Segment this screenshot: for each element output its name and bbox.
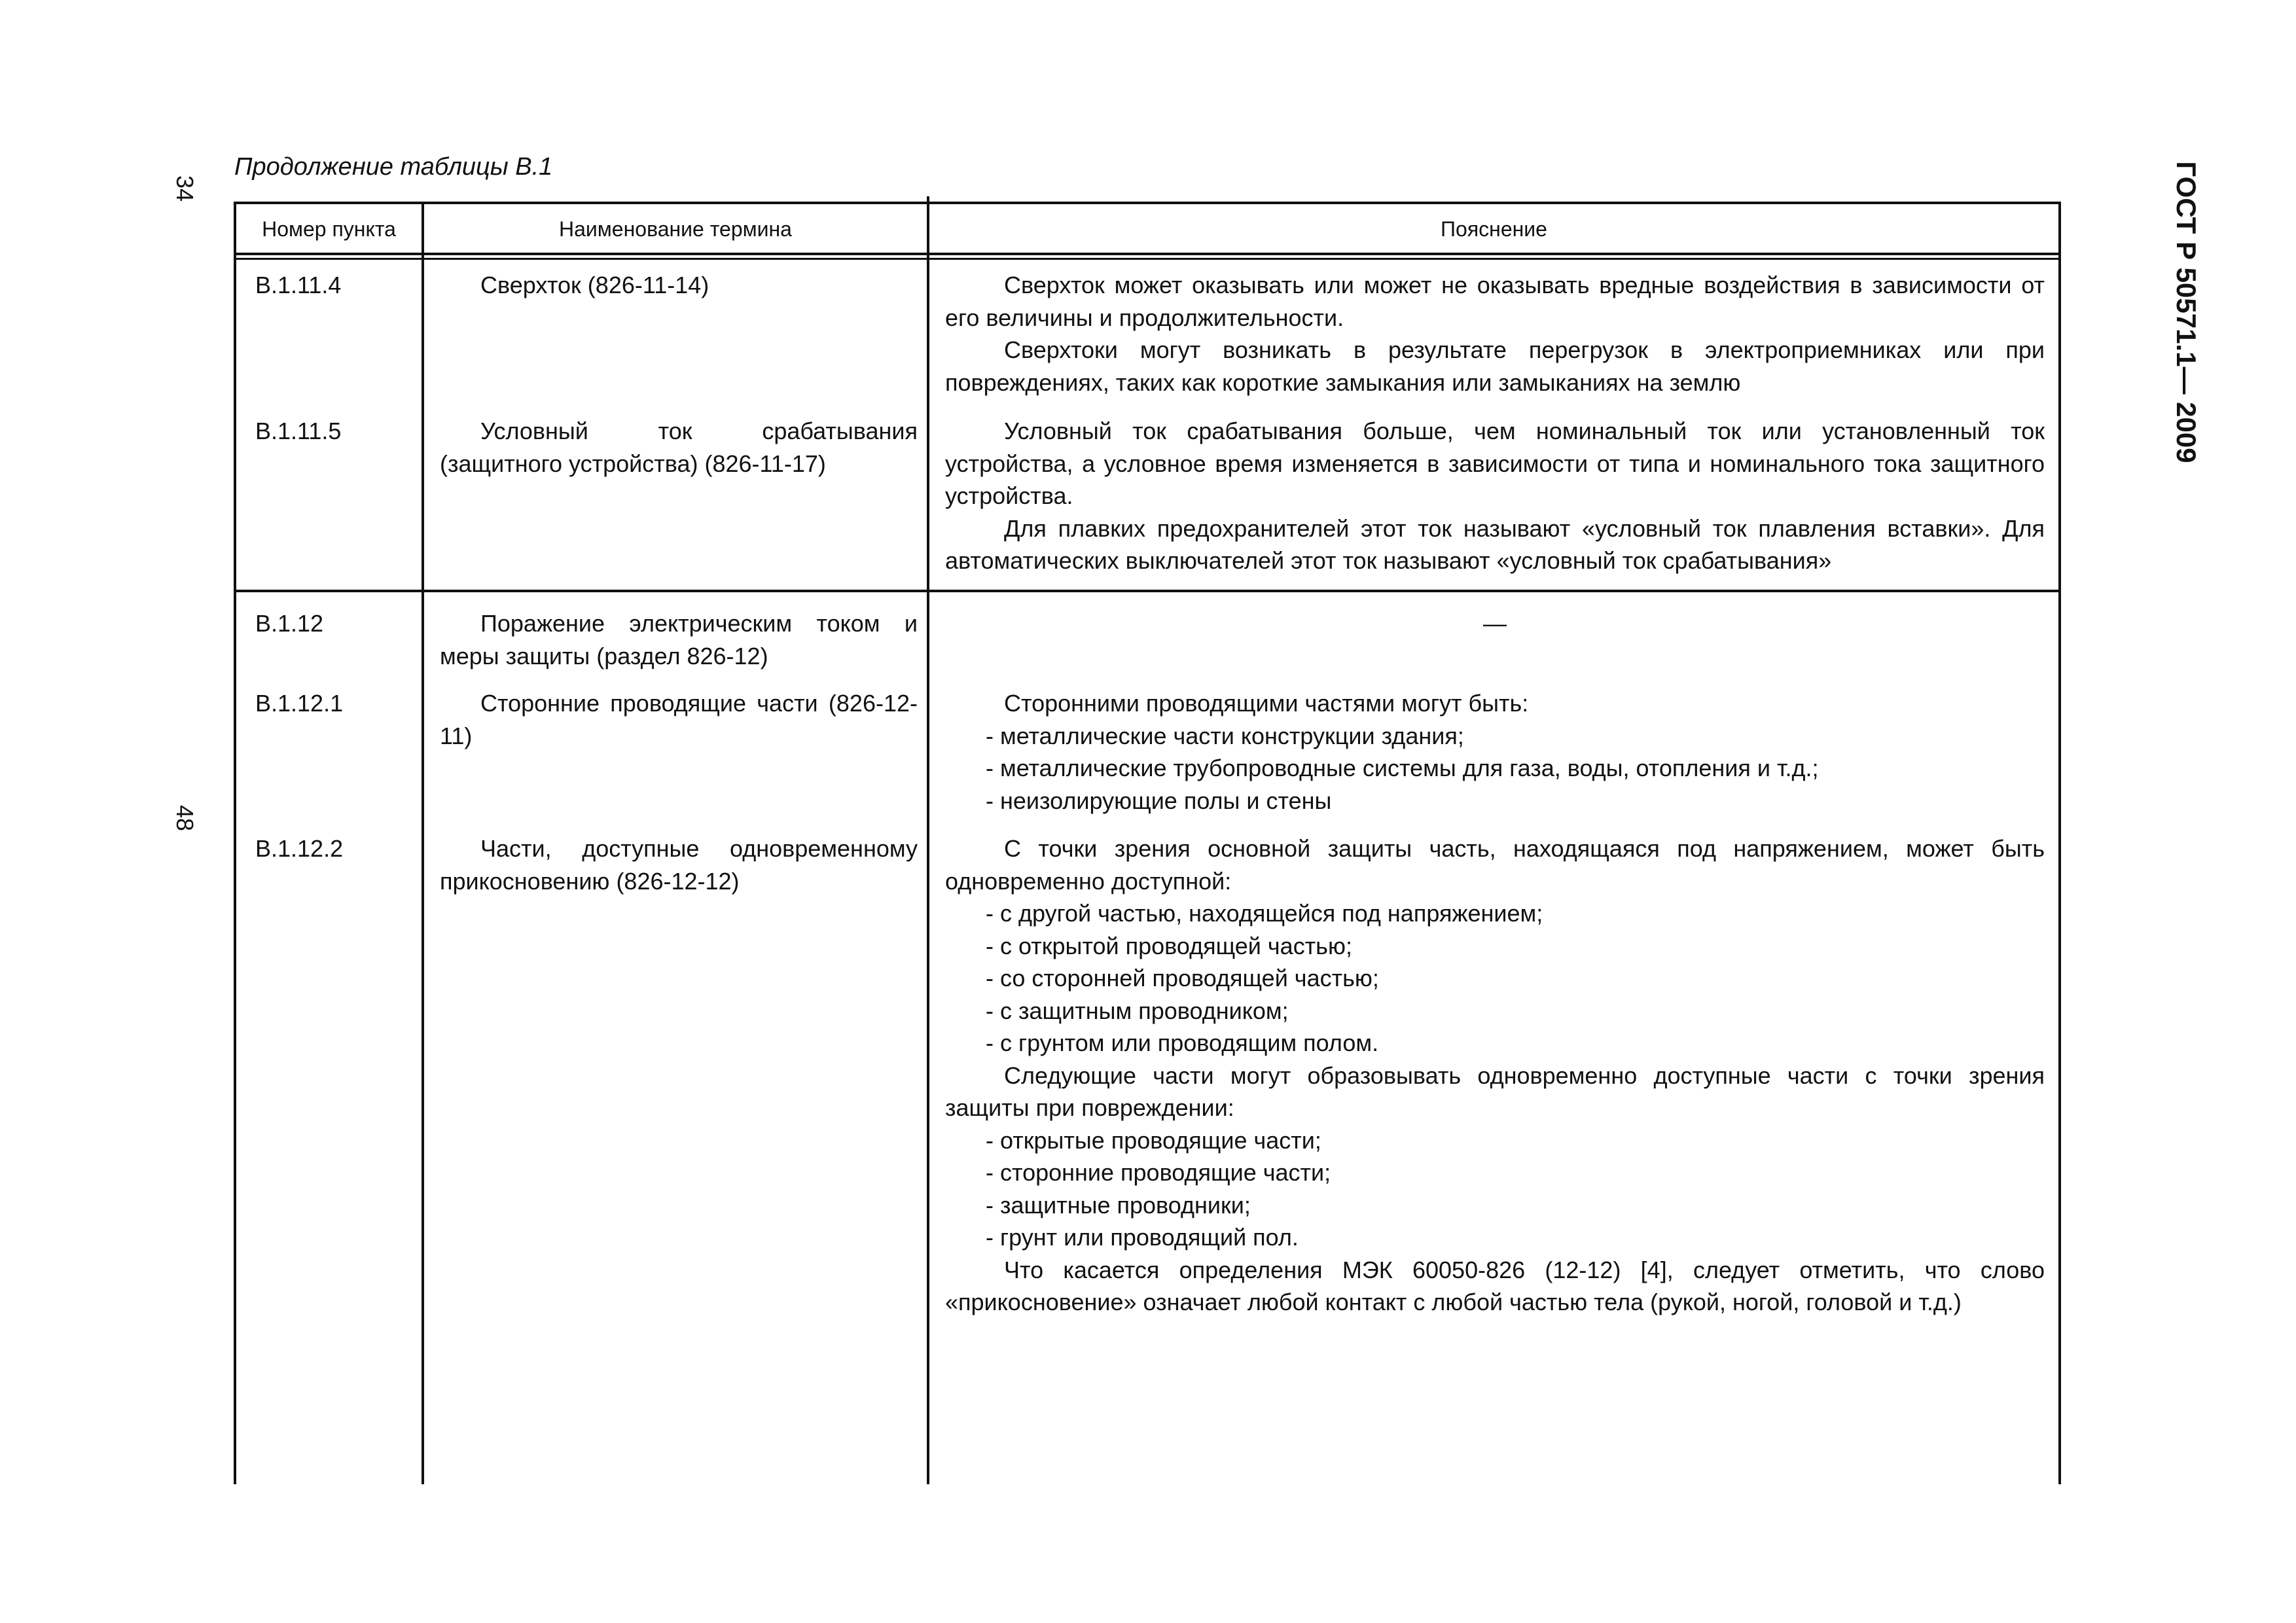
row-term: Части, доступные одновременному прикосновению (826-12-12) <box>440 835 918 895</box>
list-item: - сторонние проводящие части; <box>945 1156 2045 1189</box>
column-line-right <box>2058 202 2061 1484</box>
column-line-1 <box>422 202 424 1484</box>
explanation-intro: С точки зрения основной защиты часть, находящаяся под напряжением, может быть одновременно доступной: <box>945 835 2045 895</box>
list-item: - неизолирующие полы и стены <box>945 785 2045 817</box>
list-item: - металлические трубопроводные системы для газа, воды, отопления и т.д.; <box>945 752 2045 785</box>
row-explanation <box>945 415 2045 577</box>
header-number: Номер пункта <box>262 217 396 241</box>
row-number: В.1.11.5 <box>255 418 342 444</box>
explanation-paragraph: Условный ток срабатывания больше, чем номинальный ток или установленный ток устройства, а условное время изменяется в зависимости от типа и номинального тока защитного устройства. <box>945 418 2045 509</box>
row-number: В.1.11.4 <box>255 272 342 298</box>
list-item: - защитные проводники; <box>945 1189 2045 1222</box>
row-number: В.1.12.1 <box>255 690 344 717</box>
column-line-2 <box>927 196 929 1484</box>
explanation-closing: Что касается определения МЭК 60050-826 (12-12) [4], следует отметить, что слово «прикосновение» означает любой контакт с любой частью тела (рукой, ногой, головой и т.д.) <box>945 1256 2045 1315</box>
header-explanation: Пояснение <box>1441 217 1547 241</box>
list-item: - с защитным проводником; <box>945 995 2045 1027</box>
explanation-list <box>945 897 2045 1060</box>
header-term: Наименование термина <box>559 217 792 241</box>
list-item: - с открытой проводящей частью; <box>945 930 2045 963</box>
group-separator-rule <box>234 590 2061 592</box>
explanation-intro: Следующие части могут образовывать одновременно доступные части с точки зрения защиты при повреждении: <box>945 1061 2045 1121</box>
list-item: - с другой частью, находящейся под напряжением; <box>945 897 2045 930</box>
page-number-top: 34 <box>171 175 198 202</box>
explanation-list <box>945 720 2045 817</box>
row-explanation <box>945 687 2045 817</box>
list-item: - грунт или проводящий пол. <box>945 1221 2045 1254</box>
empty-explanation-dash: — <box>1483 610 1507 637</box>
list-item: - металлические части конструкции здания; <box>945 720 2045 753</box>
row-term: Условный ток срабатывания (защитного устройства) (826-11-17) <box>440 418 918 477</box>
list-item: - с грунтом или проводящим полом. <box>945 1027 2045 1060</box>
row-term: Поражение электрическим током и меры защиты (раздел 826-12) <box>440 610 918 669</box>
header-bottom-rule-2 <box>234 258 2061 260</box>
row-number: В.1.12.2 <box>255 835 344 862</box>
explanation-intro: Сторонними проводящими частями могут быть: <box>1004 690 1529 717</box>
list-item: - со сторонней проводящей частью; <box>945 962 2045 995</box>
row-explanation <box>945 269 2045 399</box>
list-item: - открытые проводящие части; <box>945 1124 2045 1157</box>
row-term: Сторонние проводящие части (826-12-11) <box>440 690 918 749</box>
row-number: В.1.12 <box>255 610 324 637</box>
table-caption: Продолжение таблицы В.1 <box>234 153 553 181</box>
row-term: Сверхток (826-11-14) <box>480 272 709 298</box>
explanation-paragraph: Для плавких предохранителей этот ток называют «условный ток плавления вставки». Для автоматических выключателей этот ток называют «условный ток срабатывания» <box>945 514 2045 574</box>
page-number-side: 48 <box>171 804 198 832</box>
row-explanation <box>945 832 2045 1319</box>
explanation-paragraph: Сверхтоки могут возникать в результате перегрузок в электроприемниках или при повреждениях, таких как короткие замыкания или замыканиях на землю <box>945 336 2045 396</box>
explanation-list <box>945 1124 2045 1254</box>
document-code: ГОСТ Р 50571.1— 2009 <box>2171 161 2202 463</box>
column-line-left <box>234 202 236 1484</box>
explanation-paragraph: Сверхток может оказывать или может не оказывать вредные воздействия в зависимости от его величины и продолжительности. <box>945 272 2045 331</box>
